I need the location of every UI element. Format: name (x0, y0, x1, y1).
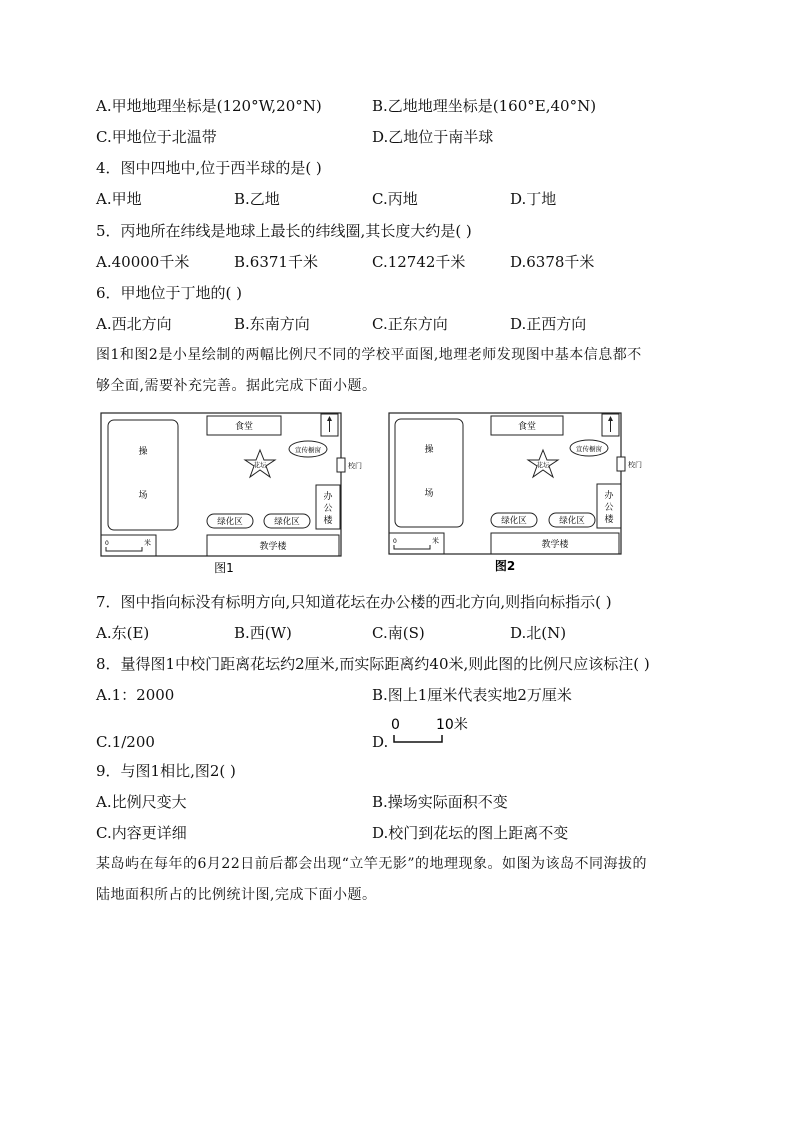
office-label-1: 办 (323, 492, 333, 502)
q9-option-c: C.内容更详细 (96, 824, 187, 842)
q8-option-d-scale-bar (390, 714, 480, 746)
figure-2-caption: 图2 (494, 559, 516, 573)
q9-option-a: A.比例尺变大 (96, 793, 187, 811)
q4-option-a: A.甲地 (96, 190, 142, 208)
flowerbed-label: 花坛 (253, 461, 267, 469)
q9-option-d: D.校门到花坛的图上距离不变 (372, 824, 569, 842)
intro2-line2: 陆地面积所占的比例统计图,完成下面小题。 (96, 887, 377, 903)
q3-option-c: C.甲地位于北温带 (96, 128, 217, 146)
q9-stem: 9．与图1相比,图2( ) (96, 762, 236, 780)
q6-option-c: C.正东方向 (372, 315, 448, 333)
scale-zero-label: 0 (105, 540, 109, 547)
q4-option-c: C.丙地 (372, 190, 418, 208)
q8-option-a: A.1：2000 (96, 686, 175, 704)
scale-bar (394, 545, 430, 549)
office-label-1: 办 (604, 491, 614, 501)
playground-label-top: 操 (424, 445, 434, 455)
q4-option-b: B.乙地 (234, 190, 280, 208)
q5-option-b: B.6371千米 (234, 253, 318, 271)
school-map-figure-1 (100, 412, 362, 582)
q7-option-c: C.南(S) (372, 624, 425, 642)
office-label-3: 楼 (323, 516, 333, 526)
q5-option-d: D.6378千米 (510, 253, 595, 271)
figure-1-caption: 图1 (214, 561, 234, 575)
q3-option-a: A.甲地地理坐标是(120°W,20°N) (96, 97, 322, 115)
q9-option-b: B.操场实际面积不变 (372, 793, 508, 811)
green-area-label-2: 绿化区 (559, 516, 585, 526)
teaching-building-label: 教学楼 (259, 542, 287, 552)
q3-option-b: B.乙地地理坐标是(160°E,40°N) (372, 97, 597, 115)
scale-bar (106, 547, 142, 551)
intro1-line1: 图1和图2是小星绘制的两幅比例尺不同的学校平面图,地理老师发现图中基本信息都不 (96, 347, 642, 363)
gate-label: 校门 (348, 462, 362, 470)
playground-label-top: 操 (138, 447, 148, 457)
bulletin-label: 宣传橱窗 (295, 446, 321, 454)
intro2-line1: 某岛屿在每年的6月22日前后都会出现“立竿无影”的地理现象。如图为该岛不同海拔的 (96, 856, 648, 872)
green-area-label-1: 绿化区 (217, 517, 243, 527)
playground-label-bottom: 场 (138, 491, 148, 501)
office-label-2: 公 (604, 503, 614, 513)
scale-d-zero: 0 (391, 717, 400, 733)
q6-option-d: D.正西方向 (510, 315, 587, 333)
office-label-3: 楼 (604, 515, 614, 525)
q5-option-c: C.12742千米 (372, 253, 466, 271)
q4-option-d: D.丁地 (510, 190, 557, 208)
scale-zero-label: 0 (393, 538, 397, 545)
playground-label-bottom: 场 (424, 489, 434, 499)
green-area-label-2: 绿化区 (274, 517, 300, 527)
q7-stem: 7．图中指向标没有标明方向,只知道花坛在办公楼的西北方向,则指向标指示( ) (96, 593, 612, 611)
canteen-label: 食堂 (517, 422, 537, 432)
q3-option-d: D.乙地位于南半球 (372, 128, 494, 146)
q6-stem: 6．甲地位于丁地的( ) (96, 284, 243, 302)
scale-unit-label: 米 (432, 537, 439, 545)
flowerbed-label: 花坛 (536, 461, 550, 469)
canteen-label: 食堂 (234, 422, 254, 432)
q5-option-a: A.40000千米 (96, 253, 190, 271)
q5-stem: 5．丙地所在纬线是地球上最长的纬线圈,其长度大约是( ) (96, 222, 472, 240)
bulletin-label: 宣传橱窗 (576, 445, 602, 453)
gate-label: 校门 (628, 461, 642, 469)
q7-option-b: B.西(W) (234, 624, 292, 642)
office-label-2: 公 (323, 504, 333, 514)
green-area-label-1: 绿化区 (501, 516, 527, 526)
q7-option-d: D.北(N) (510, 624, 567, 642)
q8-stem: 8．量得图1中校门距离花坛约2厘米,而实际距离约40米,则此图的比例尺应该标注( ) (96, 655, 650, 673)
scale-d-ten: 10米 (436, 717, 468, 733)
q8-option-b: B.图上1厘米代表实地2万厘米 (372, 686, 572, 704)
school-map-figure-2 (388, 412, 650, 582)
q4-stem: 4．图中四地中,位于西半球的是( ) (96, 159, 322, 177)
q8-option-c: C.1/200 (96, 733, 155, 751)
teaching-building-label: 教学楼 (541, 540, 569, 550)
q8-option-d-prefix: D. (372, 733, 389, 751)
q7-option-a: A.东(E) (96, 624, 150, 642)
scale-unit-label: 米 (144, 539, 151, 547)
q6-option-a: A.西北方向 (96, 315, 172, 333)
intro1-line2: 够全面,需要补充完善。据此完成下面小题。 (96, 378, 377, 394)
q6-option-b: B.东南方向 (234, 315, 310, 333)
